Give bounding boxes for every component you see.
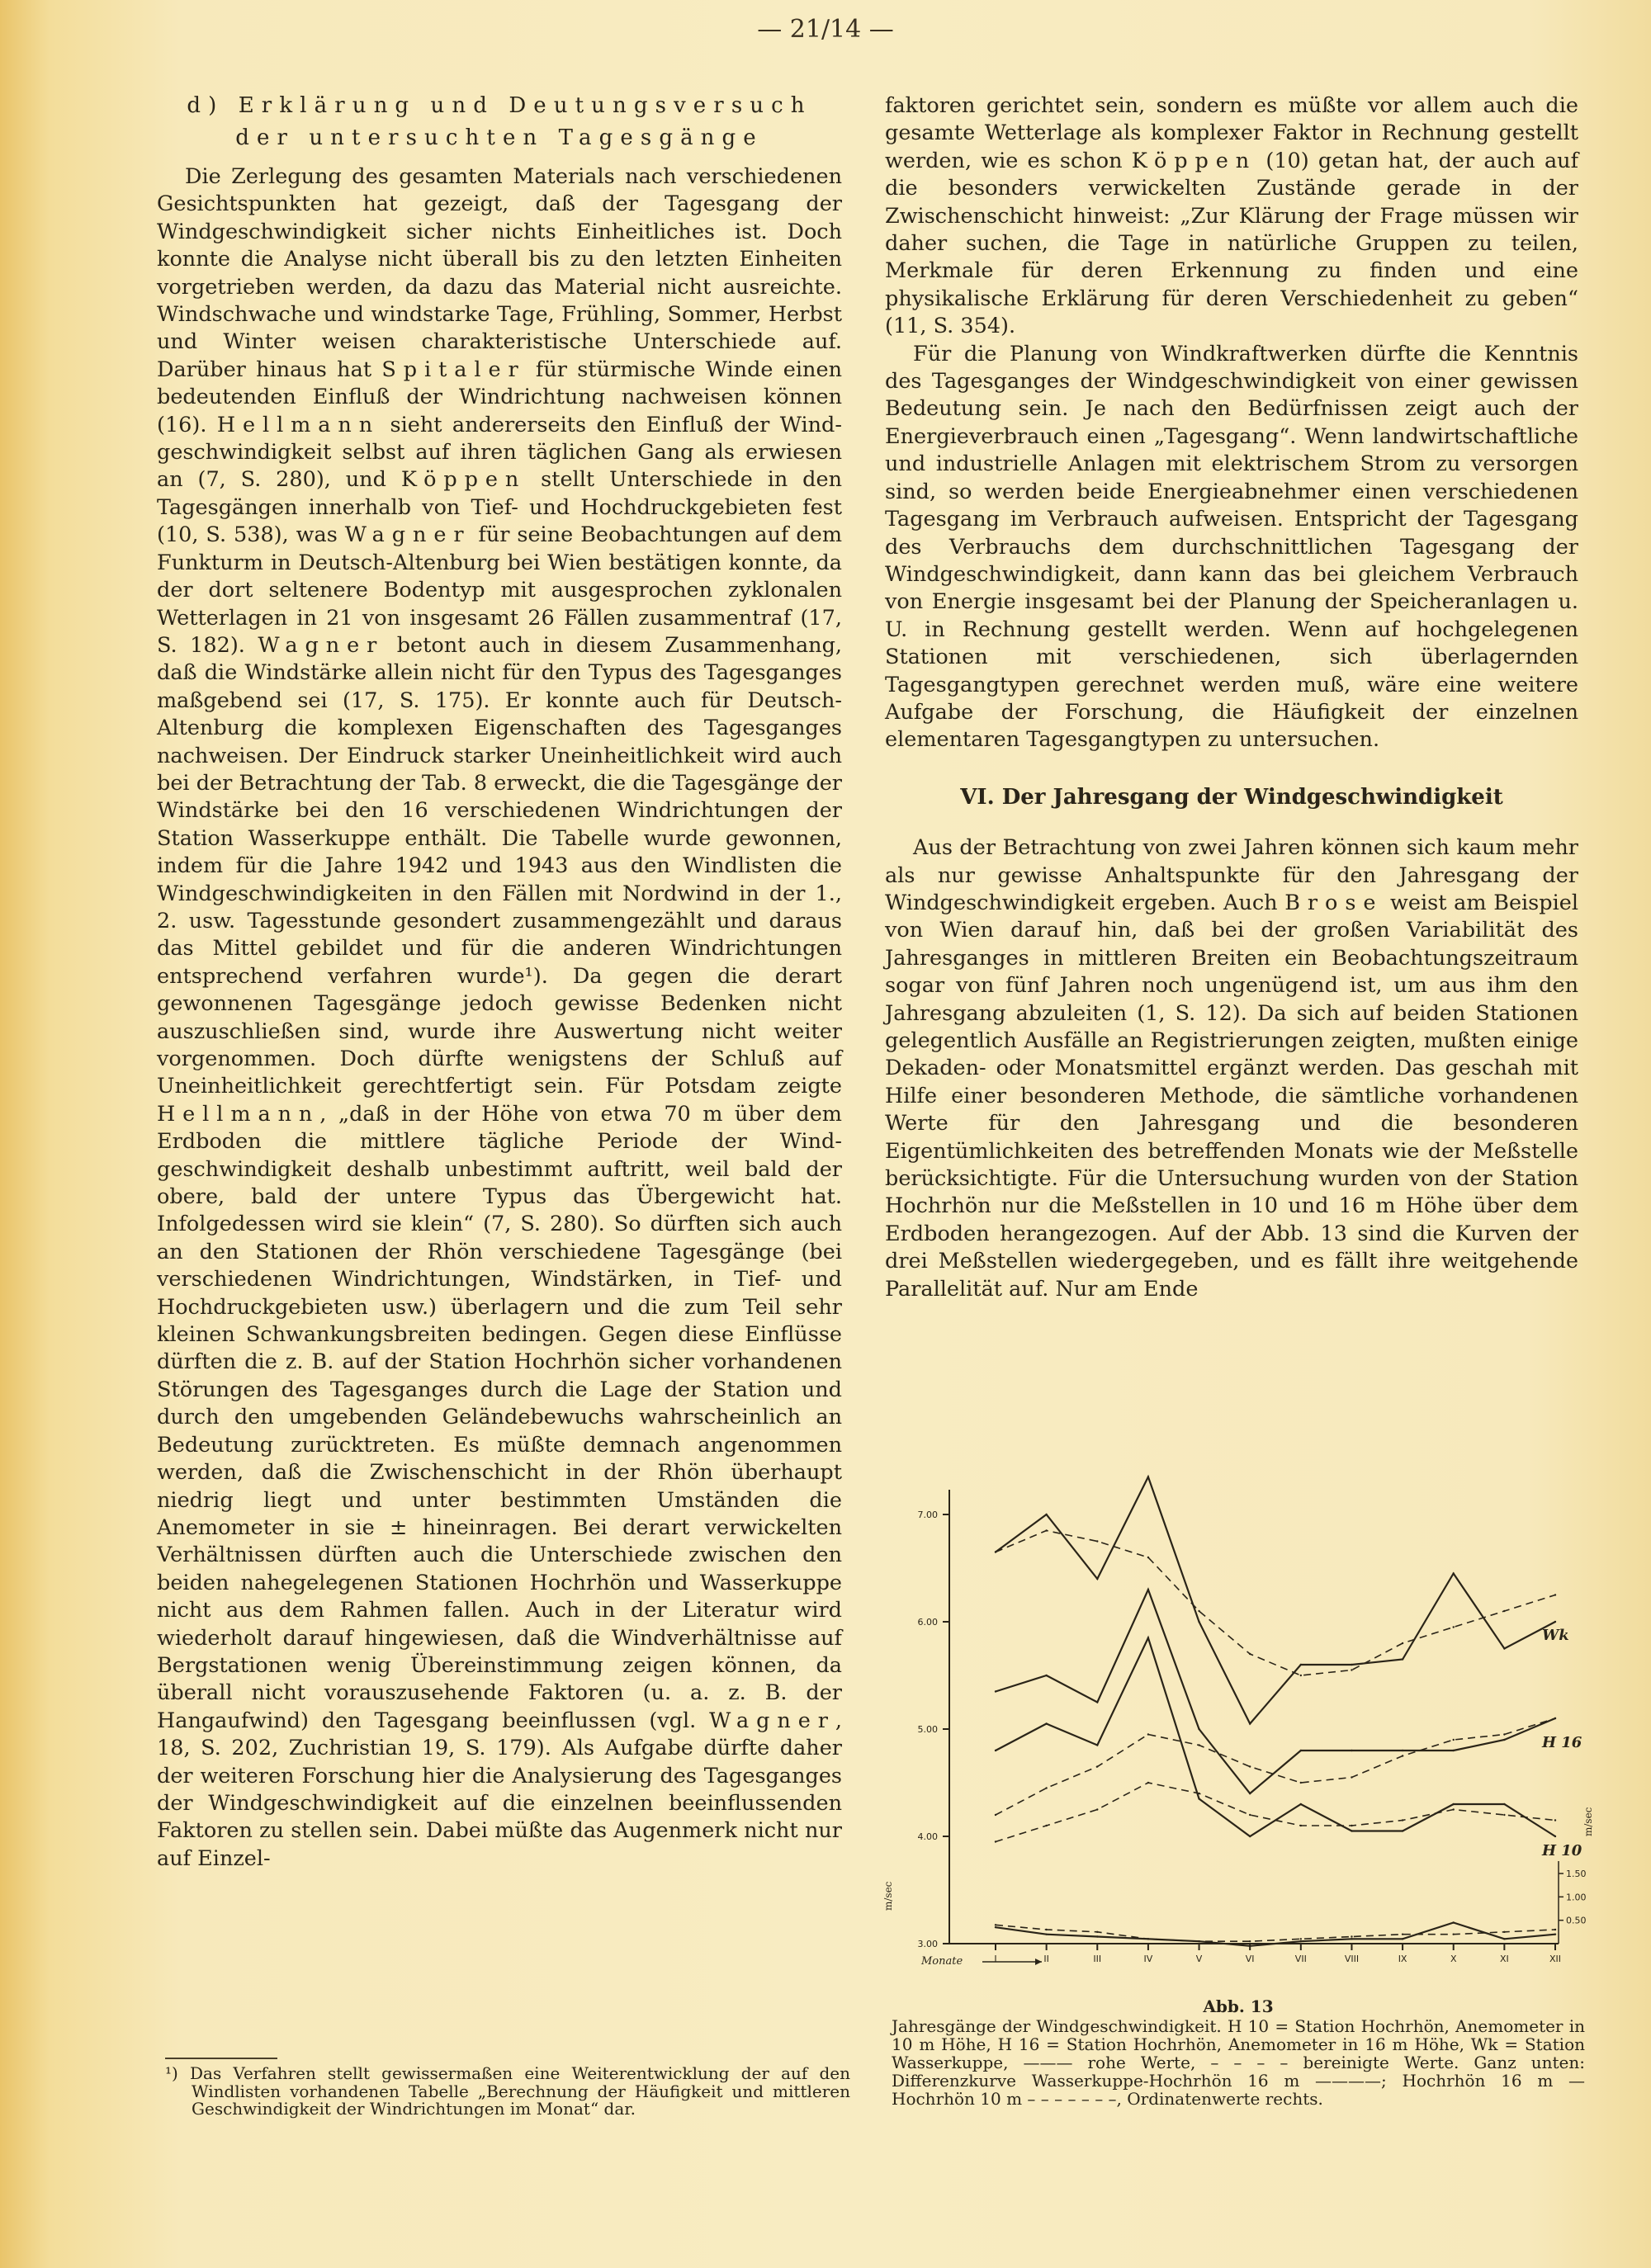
series-line-5 <box>996 1783 1555 1842</box>
data-point <box>1453 1803 1455 1805</box>
data-point <box>1503 1931 1505 1933</box>
author-name: Wagner <box>258 632 385 658</box>
figure-caption <box>892 1997 1585 2108</box>
data-point <box>1402 1750 1403 1751</box>
author-name: Köppen <box>400 467 527 493</box>
data-point <box>1198 1728 1199 1730</box>
right-tick-label: 1.50 <box>1566 1869 1587 1879</box>
figure-title: Abb. 13 <box>1203 1996 1274 2016</box>
data-point <box>1402 1755 1403 1756</box>
data-point <box>1453 1572 1455 1574</box>
x-tick-label: XII <box>1549 1954 1562 1964</box>
y-tick-label: 6.00 <box>917 1617 938 1628</box>
data-point <box>1300 1803 1302 1805</box>
y-tick-label: 5.00 <box>917 1724 938 1735</box>
data-point <box>1147 1938 1149 1940</box>
data-point <box>1096 1578 1098 1580</box>
x-tick-label: VIII <box>1344 1954 1360 1964</box>
data-point <box>1554 1933 1556 1935</box>
data-point <box>1249 1765 1251 1767</box>
x-tick-label: VII <box>1294 1954 1307 1964</box>
footnote: ¹) Das Verfahren stellt gewissermaßen eine Weiterentwicklung der auf den Windlisten vorhandenen Tabelle „Berechnung der Häufigkeit und mittleren Geschwindigkeit der Windrichtungen im Monat“ dar. <box>165 2063 850 2119</box>
x-tick-label: II <box>1043 1954 1049 1964</box>
series-label-wk: Wk <box>1542 1627 1569 1644</box>
data-point <box>1503 1733 1505 1735</box>
data-point <box>1096 1744 1098 1746</box>
series-line-1 <box>996 1531 1555 1676</box>
data-point <box>1147 1589 1149 1590</box>
data-point <box>1249 1722 1251 1724</box>
data-point <box>1045 1514 1047 1515</box>
paragraph: faktoren gerichtet sein, sondern es müßte vor allem auch die gesamte Wetterlage als komplexer Faktor in Rechnung gestellt werden, wie es schon Köppen (10) getan hat, der auch auf die besonders verwickelten Zustände gerade in der Zwischenschicht hinweist: „Zur Klärung der Frage müssen wir daher suchen, die Tage in natürliche Gruppen zu teilen, Merkmale für deren Erkennung zu finden und eine physikalische Erklärung für deren Verschiedenheit zu geben“ (11, S. 354). <box>885 93 1579 339</box>
data-point <box>1554 1929 1556 1930</box>
data-point <box>1402 1658 1403 1660</box>
data-point <box>1198 1798 1199 1799</box>
data-point <box>1096 1540 1098 1542</box>
x-axis-arrowhead <box>1035 1959 1042 1965</box>
data-point <box>1453 1933 1455 1935</box>
data-point <box>1300 1664 1302 1666</box>
data-point <box>1402 1938 1403 1940</box>
data-point <box>1096 1701 1098 1703</box>
annual-wind-speed-chart <box>875 1448 1594 1977</box>
data-point <box>1554 1621 1556 1623</box>
data-point <box>1147 1733 1149 1735</box>
data-point <box>1045 1722 1047 1724</box>
data-point <box>1300 1940 1302 1942</box>
left-column <box>157 92 842 1873</box>
series-line-0 <box>996 1477 1555 1724</box>
footnote-rule <box>165 2058 277 2059</box>
data-point <box>1300 1675 1302 1676</box>
data-point <box>1096 1765 1098 1767</box>
data-point <box>1554 1594 1556 1595</box>
x-tick-label: III <box>1093 1954 1102 1964</box>
data-point <box>1351 1664 1352 1666</box>
data-point <box>1453 1808 1455 1810</box>
data-point <box>1503 1610 1505 1612</box>
data-point <box>995 1750 996 1751</box>
right-column <box>885 92 1578 1303</box>
data-point <box>1351 1825 1352 1826</box>
y-tick-label: 7.00 <box>917 1510 938 1520</box>
right-axis-label: m/sec <box>1582 1807 1594 1836</box>
data-point <box>1249 1653 1251 1655</box>
x-axis-label: Monate <box>921 1955 963 1968</box>
y-axis-label: m/sec <box>882 1881 894 1911</box>
data-point <box>995 1551 996 1552</box>
data-point <box>1300 1782 1302 1784</box>
subsection-title-line2: der untersuchten Tagesgänge <box>235 125 764 150</box>
data-point <box>1147 1782 1149 1784</box>
figure-caption-text: Jahresgänge der Windgeschwindigkeit. H 10 = Station Hochrhön, Anemometer in 10 m Höhe, H 16 = Station Hochrhön, Anemometer in 16 m Höhe, Wk = Station Wasserkuppe, ——— rohe Werte, – – – – bereinigte Werte. Ganz unten: Differenzkurve Wasserkuppe-Hochrhön 16 m ————; Hochrhön 16 m — Hochrhön 10 m – – – – – – –, Ordinatenwerte rechts. <box>892 2016 1585 2109</box>
data-point <box>1147 1637 1149 1638</box>
x-tick-label: IX <box>1398 1954 1407 1964</box>
y-tick-label: 3.00 <box>917 1939 938 1949</box>
data-point <box>1351 1750 1352 1751</box>
subsection-title-line1: d) Erklärung und Deutungsversuch <box>187 93 812 118</box>
x-tick-label: I <box>994 1954 997 1964</box>
data-point <box>1198 1610 1199 1612</box>
x-tick-label: X <box>1450 1954 1457 1964</box>
x-tick-label: IV <box>1143 1954 1153 1964</box>
data-point <box>1503 1803 1505 1805</box>
data-point <box>1045 1825 1047 1826</box>
series-line-3 <box>996 1718 1555 1815</box>
data-point <box>995 1926 996 1928</box>
data-point <box>1503 1938 1505 1940</box>
y-tick-label: 4.00 <box>917 1831 938 1842</box>
data-point <box>1249 1940 1251 1942</box>
data-point <box>1045 1787 1047 1788</box>
author-name: Köppen <box>1131 148 1257 173</box>
data-point <box>1554 1718 1556 1719</box>
data-point <box>1198 1744 1199 1746</box>
data-point <box>1453 1921 1455 1923</box>
x-tick-label: V <box>1195 1954 1203 1964</box>
data-point <box>1045 1929 1047 1930</box>
data-point <box>1249 1945 1251 1947</box>
data-point <box>1351 1669 1352 1670</box>
paragraph: Die Zerlegung des gesamten Materials nach verschiedenen Gesichtspunkten hat gezeigt, daß der Tagesgang der Windgeschwindigkeit sicher nichts Einheitliches ist. Doch konnte die Analyse nicht überall bis zu den letzten Einheiten vorgetrieben werden, da dazu das Material nicht ausreichte. Windschwache und windstarke Tage, Frühling, Sommer, Herbst und Winter weisen charakteristische Unterschiede auf. Darüber hinaus hat Spitaler für stürmische Winde einen bedeutenden Einfluß der Windrichtung nachweisen können (16). Hellmann sieht andererseits den Einfluß der Windgeschwindigkeit selbst auf ihren täglichen Gang als erwiesen an (7, S. 280), und Köppen stellt Unterschiede in den Tagesgängen innerhalb von Tief- und Hochdruckgebieten fest (10, S. 538), was Wagner für seine Beobachtungen auf dem Funkturm in Deutsch-Altenburg bei Wien bestätigen konnte, da der dort seltenere Bodentyp mit ausgesprochen zyklonalen Wetterlagen in 21 von insgesamt 26 Fällen zusammentraf (17, S. 182). Wagner betont auch in diesem Zusammenhang, daß die Windstärke allein nicht für den Typus des Tagesganges maßgebend sei (17, S. 175). Er konnte auch für Deutsch-Altenburg die komplexen Eigenschaften des Tagesganges nachweisen. Der Eindruck starker Uneinheitlichkeit wird auch bei der Betrachtung der Tab. 8 erweckt, die die Tagesgänge der Windstärke bei den 16 verschiedenen Windrichtungen der Station Wasserkuppe enthält. Die Tabelle wurde gewonnen, indem für die Jahre 1942 und 1943 aus den Windlisten die Windgeschwindigkeiten in den Fällen mit Nordwind in der 1., 2. usw. Tagesstunde gesondert zusammengezählt und daraus das Mittel gebildet und für die anderen Windrichtungen entsprechend verfahren wurde¹). Da gegen die derart gewonnenen Tagesgänge jedoch gewisse Bedenken nicht auszuschließen sind, wurde ihre Auswertung nicht weiter vorgenommen. Doch dürfte wenigstens der Schluß auf Uneinheitlichkeit gerechtfertigt sein. Für Potsdam zeigte Hellmann, „daß in der Höhe von etwa 70 m über dem Erdboden die mittlere tägliche Periode der Windgeschwindigkeit deshalb unbestimmt auftritt, weil bald der obere, bald der untere Typus das Übergewicht hat. Infolgedessen wird sie klein“ (7, S. 280). So dürften sich auch an den Stationen der Rhön verschiedene Tagesgänge (bei verschiedenen Windrichtungen, Windstärken, in Tief- und Hochdruckgebieten usw.) überlagern und die zum Teil sehr kleinen Schwankungsbreiten bedingen. Gegen diese Einflüsse dürften die z. B. auf der Station Hochrhön sicher vorhandenen Störungen des Tagesganges durch die Lage der Station und durch den umgebenden Geländebewuchs wahrscheinlich an Bedeutung zurücktreten. Es müßte demnach angenommen werden, daß die Zwischenschicht in der Rhön überhaupt niedrig liegt und unter bestimmten Umständen die Anemometer in sie ± hineinragen. Bei derart verwickelten Verhältnissen dürften auch die Unterschiede zwischen den beiden nahegelegenen Stationen Hochrhön und Wasserkuppe nicht aus dem Rahmen fallen. Auch in der Literatur wird wiederholt darauf hingewiesen, daß die Windverhältnisse auf Bergstationen wenig Übereinstimmung zeigen können, da überall nicht vorauszusehende Faktoren (u. a. z. B. der Hangaufwind) den Tagesgang beeinflussen (vgl. Wagner, 18, S. 202, Zuchristian 19, S. 179). Als Aufgabe dürfte daher der weiteren Forschung hier die Analysierung des Tagesganges der Windgeschwindigkeit auf die einzelnen beeinflussenden Faktoren zu stellen sein. Dabei müßte das Augenmerk nicht nur auf Einzel- <box>157 164 843 1871</box>
data-point <box>1147 1557 1149 1558</box>
data-point <box>1147 1476 1149 1477</box>
data-point <box>995 1690 996 1692</box>
author-name: Wagner <box>344 522 471 548</box>
data-point <box>1096 1931 1098 1933</box>
data-point <box>1402 1819 1403 1821</box>
series-line-2 <box>996 1590 1555 1793</box>
right-tick-label: 1.00 <box>1566 1892 1587 1903</box>
data-point <box>1351 1776 1352 1778</box>
data-point <box>1453 1626 1455 1628</box>
data-point <box>1402 1830 1403 1831</box>
data-point <box>995 1840 996 1842</box>
data-point <box>1045 1529 1047 1531</box>
author-name: Spitaler <box>381 357 526 382</box>
section-title: VI. Der Jahresgang der Windgeschwindigkeit <box>960 784 1503 810</box>
data-point <box>995 1814 996 1816</box>
data-point <box>995 1924 996 1925</box>
paragraph: Aus der Betrachtung von zwei Jahren können sich kaum mehr als nur gewisse Anhaltspunkte für den Jahresgang der Windgeschwindigkeit ergeben. Auch Brose weist am Beispiel von Wien darauf hin, daß bei der großen Variabilität des Jahresganges in mittleren Breiten ein Beobachtungszeitraum sogar von fünf Jahren noch ungenügend ist, um aus ihm den Jahresgang abzuleiten (1, S. 12). Da sich auf beiden Stationen gelegentlich Ausfälle an Registrierungen zeigten, mußten einige Dekaden- oder Monatsmittel ergänzt werden. Das geschah mit Hilfe einer besonderen Methode, die sämtliche vorhandenen Werte für den Jahresgang und die besonderen Eigentümlichkeiten des betreffenden Monats wie der Meßstelle berücksichtigte. Für die Untersuchung wurden von der Station Hochrhön nur die Meßstellen in 10 und 16 m Höhe über dem Erdboden herangezogen. Auf der Abb. 13 sind die Kurven der drei Meßstellen wiedergegeben, und es fällt ihre weitgehende Parallelität auf. Nur am Ende <box>885 835 1578 1302</box>
data-point <box>1554 1836 1556 1837</box>
data-point <box>1351 1938 1352 1940</box>
data-point <box>1402 1642 1403 1644</box>
data-point <box>1249 1814 1251 1816</box>
data-point <box>1198 1793 1199 1794</box>
data-point <box>1402 1933 1403 1935</box>
data-point <box>1198 1621 1199 1623</box>
author-name: Hellmann <box>216 412 381 437</box>
data-point <box>1249 1836 1251 1837</box>
data-point <box>1045 1933 1047 1935</box>
data-point <box>1300 1750 1302 1751</box>
data-point <box>1351 1935 1352 1937</box>
author-name: Wagner <box>709 1708 835 1733</box>
x-tick-label: XI <box>1499 1954 1509 1964</box>
data-point <box>1045 1675 1047 1676</box>
series-label-h16: H 16 <box>1542 1734 1582 1751</box>
paragraph: Für die Planung von Windkraftwerken dürfte die Kenntnis des Tagesganges der Windgeschwindigkeit von einer gewissen Bedeutung sein. Je nach den Bedürfnissen zeigt auch der Energieverbrauch einen „Tagesgang“. Wenn landwirtschaftliche und industrielle Anlagen mit elektrischem Strom zu versorgen sind, so werden beide Energieabnehmer einen verschiedenen Tagesgang im Verbrauch aufweisen. Entspricht der Tagesgang des Verbrauchs dem durchschnittlichen Tagesgang der Windgeschwindigkeit, dann kann das bei gleichem Verbrauch von Energie insgesamt bei der Planung der Speicheranlagen u. U. in Rechnung gestellt werden. Wenn auf hochgelegenen Stationen mit verschiedenen, sich überlagernden Tagesgangtypen gerechnet werden muß, wäre eine weitere Aufgabe der Forschung, die Häufigkeit der einzelnen elementaren Tagesgangtypen zu untersuchen. <box>885 341 1578 753</box>
data-point <box>1096 1808 1098 1810</box>
data-point <box>1503 1647 1505 1649</box>
series-line-4 <box>996 1638 1555 1837</box>
data-point <box>1453 1750 1455 1751</box>
data-point <box>1300 1938 1302 1940</box>
right-tick-label: 0.50 <box>1566 1915 1587 1926</box>
data-point <box>1503 1739 1505 1741</box>
page-number: — 21/14 — <box>757 15 894 44</box>
series-label-h10: H 10 <box>1542 1842 1582 1859</box>
author-name: Brose <box>1284 890 1384 915</box>
data-point <box>1096 1935 1098 1937</box>
data-point <box>1554 1819 1556 1821</box>
x-tick-label: VI <box>1245 1954 1255 1964</box>
data-point <box>1351 1830 1352 1831</box>
data-point <box>1300 1825 1302 1826</box>
data-point <box>1453 1739 1455 1741</box>
data-point <box>1198 1940 1199 1942</box>
data-point <box>1503 1814 1505 1816</box>
author-name: Hellmann <box>157 1101 320 1127</box>
data-point <box>1249 1793 1251 1794</box>
series-line-6 <box>996 1923 1555 1946</box>
